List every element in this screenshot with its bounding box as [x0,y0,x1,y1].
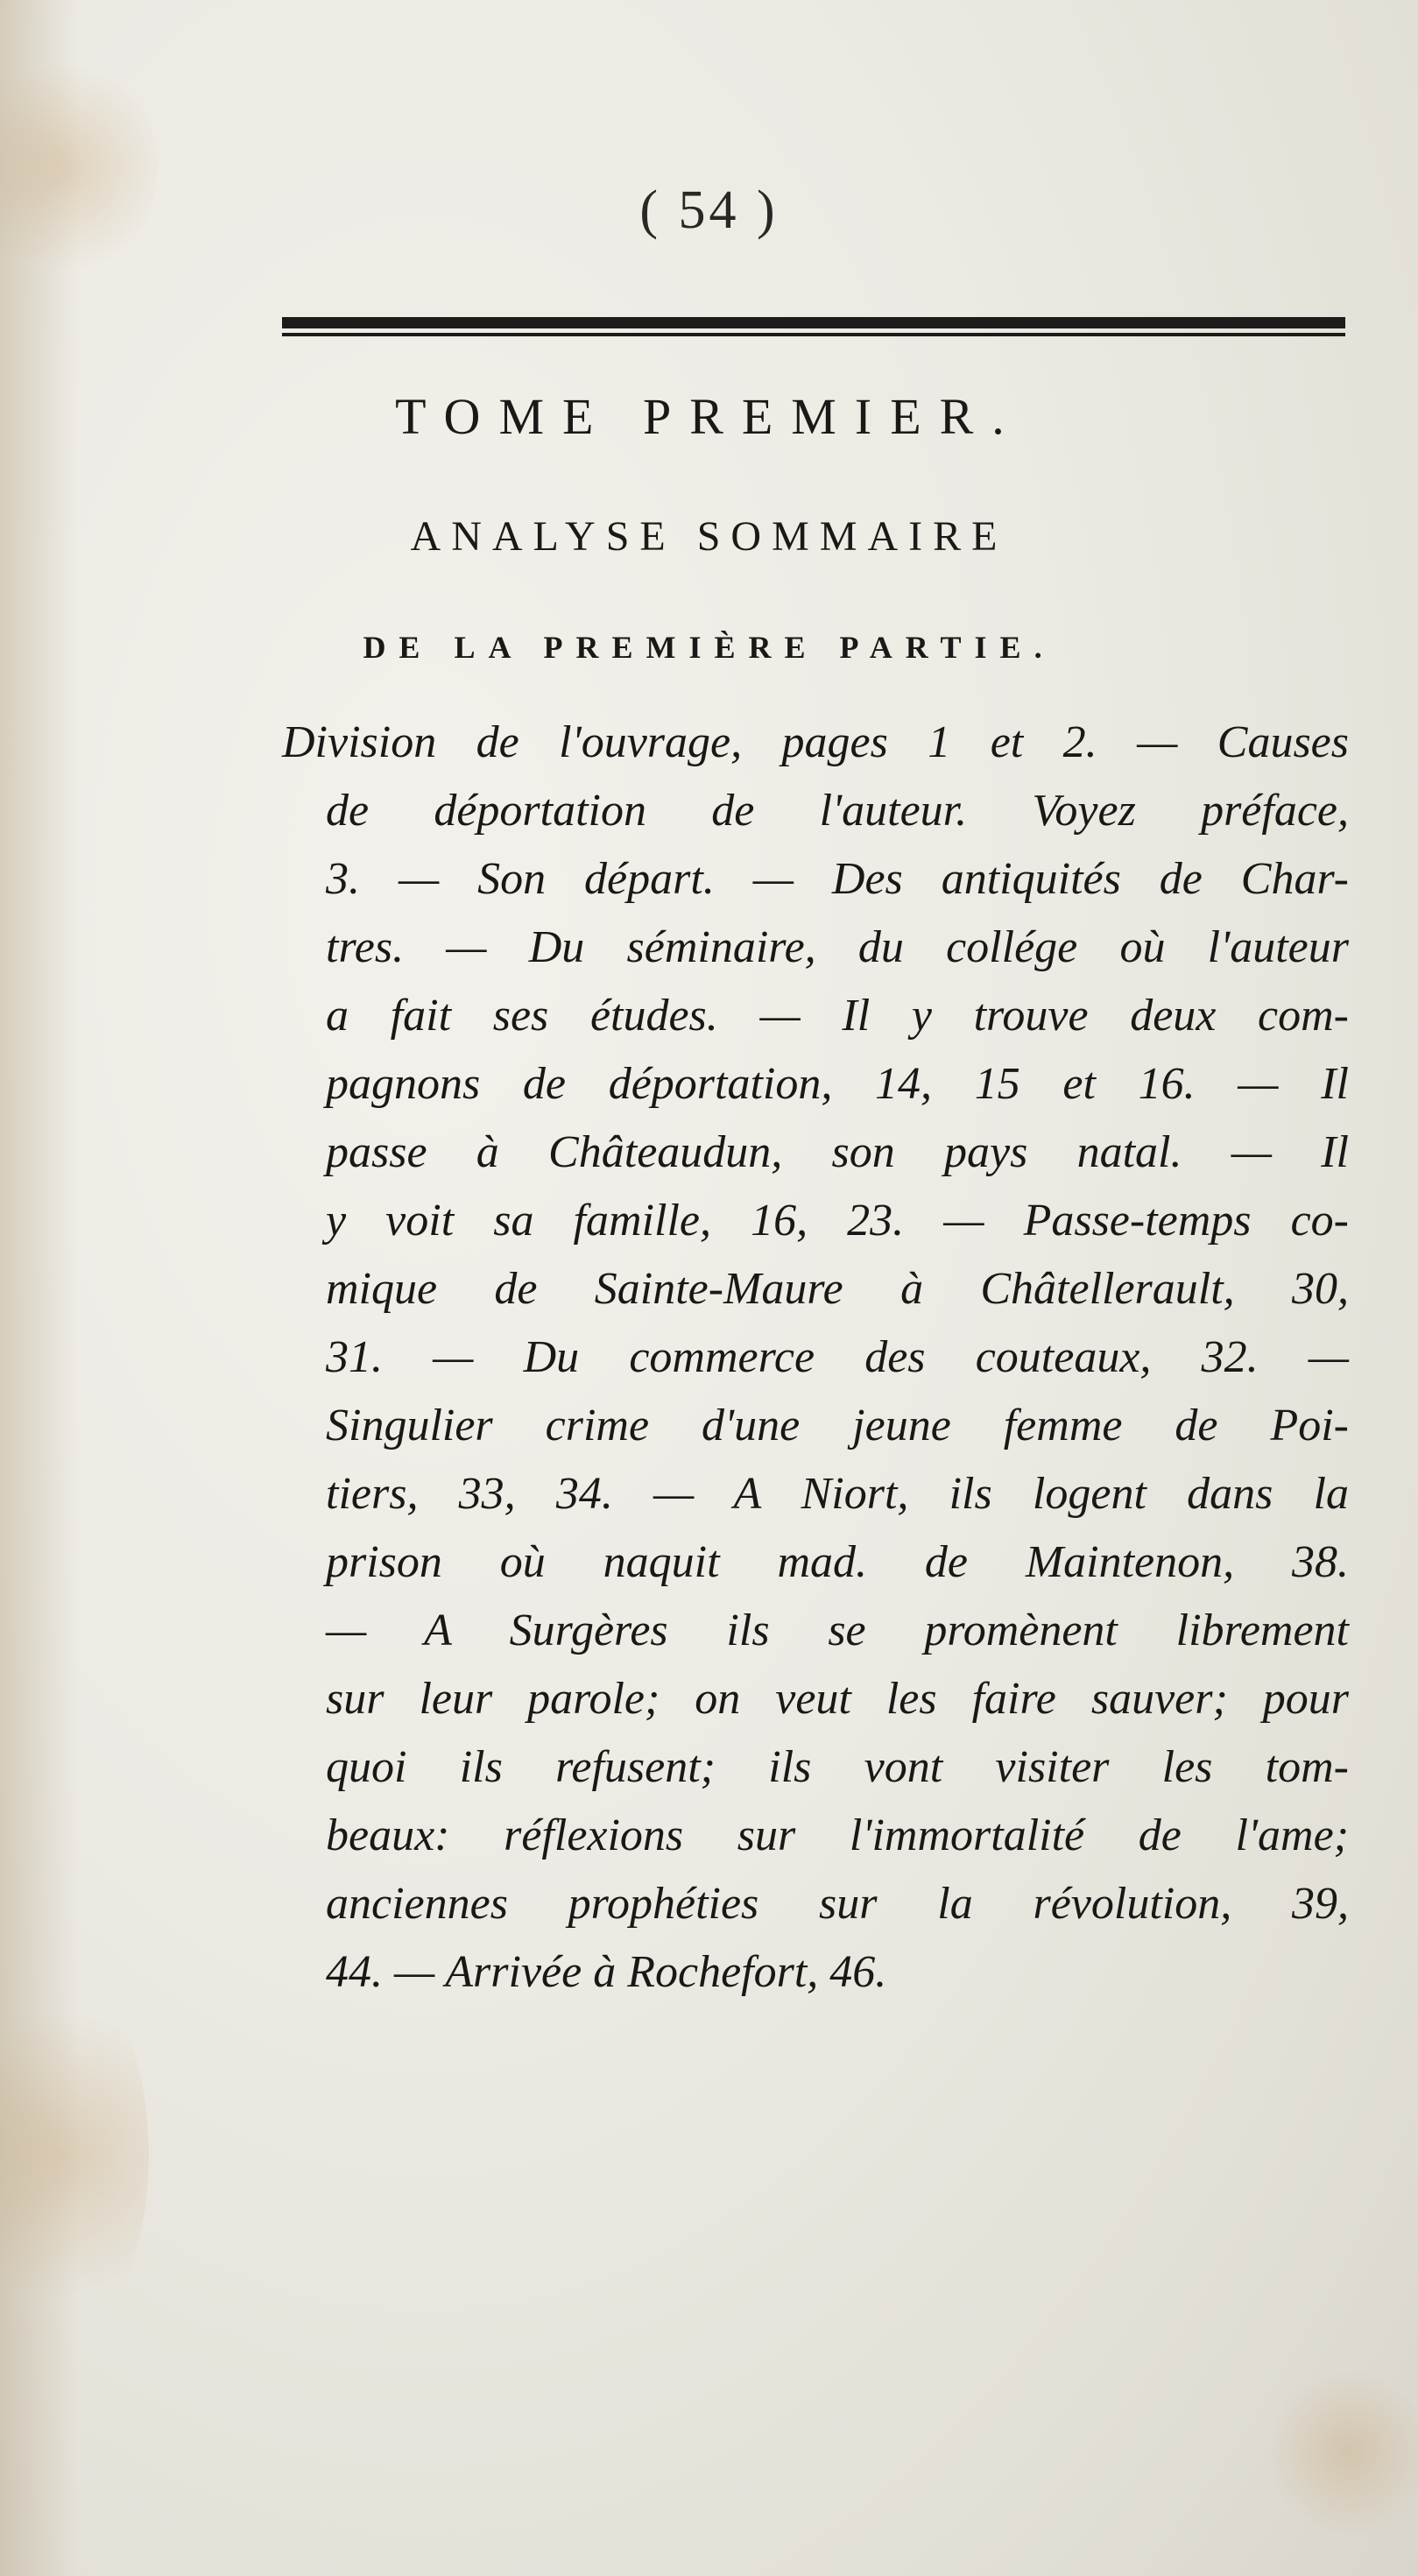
summary-line: — A Surgères ils se promènent librement [326,1606,1349,1655]
section-title: ANALYSE SOMMAIRE [410,513,1008,560]
summary-line: y voit sa famille, 16, 23. — Passe-temps co- [326,1196,1349,1246]
summary-line: pagnons de déportation, 14, 15 et 16. — Il [326,1059,1349,1109]
summary-line: Singulier crime d'une jeune femme de Poi- [326,1401,1349,1450]
summary-line: tres. — Du séminaire, du collége où l'auteur [326,922,1349,972]
summary-line: 44. — Arrivée à Rochefort, 46. [326,1947,887,1997]
summary-line: a fait ses études. — Il y trouve deux com- [326,991,1349,1041]
summary-line: passe à Châteaudun, son pays natal. — Il [326,1127,1349,1177]
subsection-title: DE LA PREMIÈRE PARTIE. [363,630,1055,665]
header-rule [282,317,1345,336]
summary-line: Division de l'ouvrage, pages 1 et 2. — Causes [282,717,1349,767]
summary-line: quoi ils refusent; ils vont visiter les tom- [326,1742,1349,1792]
paper-stain [1270,2365,1418,2540]
summary-line: mique de Sainte-Maure à Châtellerault, 30, [326,1264,1349,1314]
summary-line: prison où naquit mad. de Maintenon, 38. [326,1537,1349,1587]
summary-line: sur leur parole; on veut les faire sauver; pour [326,1674,1349,1724]
summary-line: 31. — Du commerce des couteaux, 32. — [326,1332,1349,1382]
summary-line: beaux: réflexions sur l'immortalité de l'ame; [326,1810,1349,1860]
summary-line: tiers, 33, 34. — A Niort, ils logent dans la [326,1469,1349,1519]
tome-title: TOME PREMIER. [395,388,1023,445]
summary-line: anciennes prophéties sur la révolution, 39, [326,1879,1349,1929]
summary-line: 3. — Son départ. — Des antiquités de Char- [326,854,1349,904]
page-number: ( 54 ) [639,180,779,240]
summary-line: de déportation de l'auteur. Voyez préface, [326,786,1349,836]
